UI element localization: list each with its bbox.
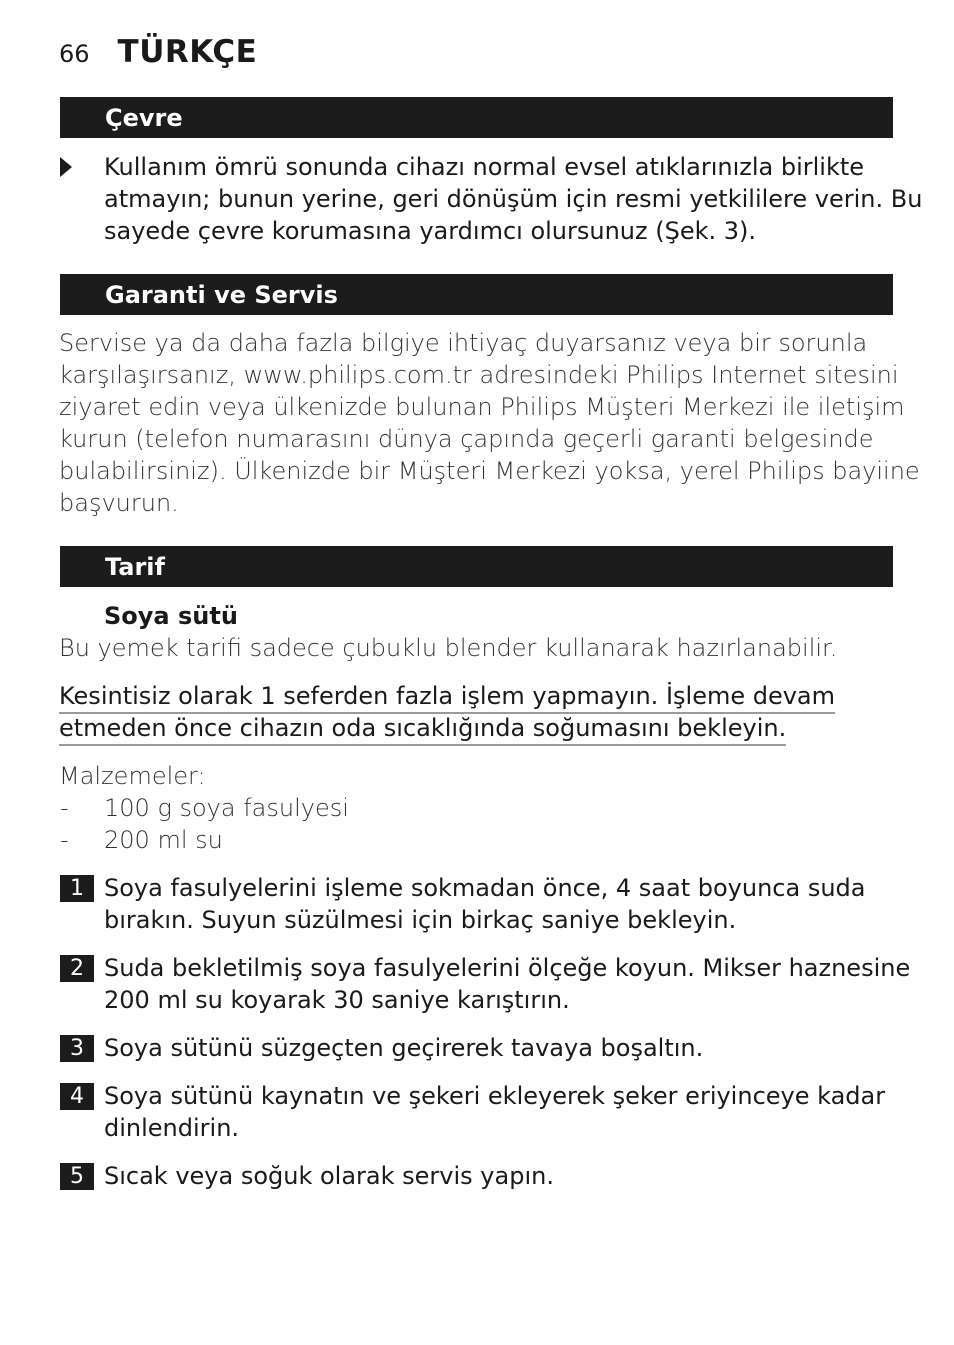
step-line: Suda bekletilmiş soya fasulyelerini ölçeğe koyun. Mikser haznesine [104,954,911,982]
recipe-intro: Bu yemek tarifi sadece çubuklu blender kullanarak hazırlanabilir. [59,634,838,662]
garanti-line: Servise ya da daha fazla bilgiye ihtiyaç duyarsanız veya bir sorunla [59,329,868,357]
step-number: 1 [60,875,94,902]
step-line: Soya sütünü süzgeçten geçirerek tavaya boşaltın. [104,1034,704,1062]
step-number: 3 [60,1035,94,1062]
garanti-line: bulabilirsiniz). Ülkenizde bir Müşteri Merkezi yoksa, yerel Philips bayiine [59,457,920,485]
warning-line: Kesintisiz olarak 1 seferden fazla işlem yapmayın. İşleme devam [59,680,835,714]
step-number: 4 [60,1083,94,1110]
step-line: 200 ml su koyarak 30 saniye karıştırın. [104,986,570,1014]
language-title: TÜRKÇE [117,34,258,70]
section-heading-cevre: Çevre [60,97,893,138]
cevre-line: Kullanım ömrü sonunda cihazı normal evsel atıklarınızla birlikte [104,153,865,181]
recipe-subtitle: Soya sütü [104,602,238,630]
cevre-line: sayede çevre korumasına yardımcı olursunuz (Şek. 3). [104,217,757,245]
step-line: Soya sütünü kaynatın ve şekeri ekleyerek şeker eriyinceye kadar [104,1082,886,1110]
ingredient-item: 200 ml su [104,826,223,854]
bullet-marker [60,157,72,177]
ingredient-item: 100 g soya fasulyesi [104,794,349,822]
step-number: 5 [60,1163,94,1190]
section-heading-garanti: Garanti ve Servis [60,274,893,315]
ingredients-label: Malzemeler: [59,762,206,790]
step-line: Sıcak veya soğuk olarak servis yapın. [104,1162,554,1190]
page-number: 66 [59,40,90,68]
list-dash: - [60,794,69,822]
section-heading-tarif: Tarif [60,546,893,587]
step-line: dinlendirin. [104,1114,240,1142]
garanti-line: kurun (telefon numarasını dünya çapında geçerli garanti belgesinde [59,425,874,453]
list-dash: - [60,826,69,854]
page-header [59,34,257,70]
step-line: bırakın. Suyun süzülmesi için birkaç saniye bekleyin. [104,906,737,934]
step-line: Soya fasulyelerini işleme sokmadan önce, 4 saat boyunca suda [104,874,866,902]
warning-line: etmeden önce cihazın oda sıcaklığında soğumasını bekleyin. [59,712,786,746]
garanti-line: karşılaşırsanız, www.philips.com.tr adresindeki Philips Internet sitesini [59,361,899,389]
garanti-line: ziyaret edin veya ülkenizde bulunan Philips Müşteri Merkezi ile iletişim [59,393,905,421]
garanti-line: başvurun. [59,489,179,517]
cevre-line: atmayın; bunun yerine, geri dönüşüm için resmi yetkililere verin. Bu [104,185,923,213]
step-number: 2 [60,955,94,982]
